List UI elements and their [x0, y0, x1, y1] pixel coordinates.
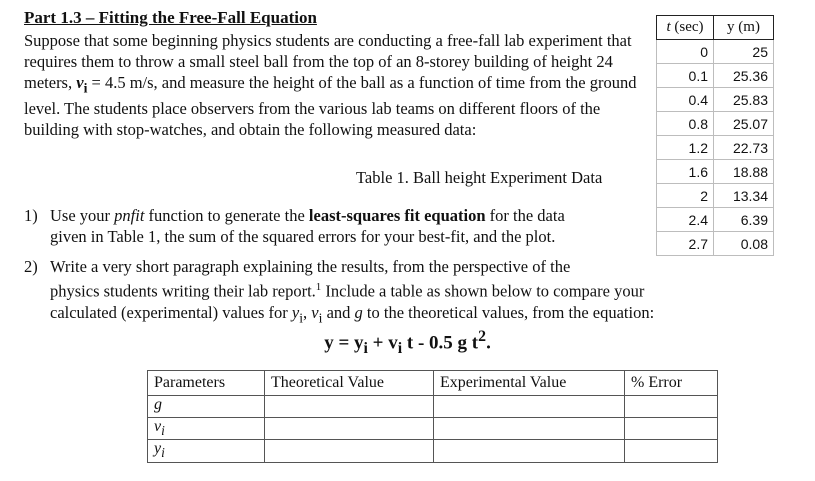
time-cell: 0: [657, 40, 714, 64]
table-row: [657, 64, 774, 88]
table-caption: Table 1. Ball height Experiment Data: [356, 168, 603, 187]
question-number: 1): [24, 206, 38, 225]
time-cell: 1.6: [657, 160, 714, 184]
data-table-header-row: [657, 16, 774, 40]
experimental-value-header: Experimental Value: [434, 371, 625, 396]
empty-cell: [434, 440, 625, 462]
question-2: 2) Write a very short paragraph explaining the results, from the perspective of the physics students writing their lab report.$^1$ Include a table as shown below to compare your calculated (experimental) values for $y_i$, $v_i$ and g to the theoretical values, from the equation:: [24, 257, 655, 325]
table-row: [657, 208, 774, 232]
time-cell: 2: [657, 184, 714, 208]
table-row: [148, 440, 718, 462]
param-table-header-row: [148, 371, 718, 396]
table-row: [657, 40, 774, 64]
free-fall-equation: $y = y_i + v_i$ t - 0.5 g $t^2$.: [324, 328, 491, 358]
table-row: [148, 418, 718, 440]
time-cell: 2.7: [657, 232, 714, 256]
empty-cell: [265, 440, 434, 462]
height-column-header: y (m): [714, 16, 774, 40]
empty-cell: [434, 418, 625, 440]
table-row: [657, 112, 774, 136]
time-cell: 0.4: [657, 88, 714, 112]
time-cell: 1.2: [657, 136, 714, 160]
height-cell: 0.08: [714, 232, 774, 256]
height-cell: 25.83: [714, 88, 774, 112]
empty-cell: [625, 396, 718, 418]
intro-paragraph: Suppose that some beginning physics students are conducting a free-fall lab experiment that requires them to throw a small steel ball from the top of an 8-storey building of height 24 meters, $v_i = 4.5$ m/s, and measure the height of the ball as a function of time from the ground level. The students place observers from the various lab teams on different floors of the building with stop-watches, and obtain the following measured data:: [24, 31, 637, 140]
table-row: [657, 232, 774, 256]
table-row: [657, 88, 774, 112]
theoretical-value-header: Theoretical Value: [265, 371, 434, 396]
height-cell: 25.36: [714, 64, 774, 88]
footnote-marker: 1: [315, 281, 322, 293]
time-cell: 0.1: [657, 64, 714, 88]
parameter-symbol: g: [148, 396, 265, 418]
time-column-header: t (sec): [657, 16, 714, 40]
empty-cell: [434, 396, 625, 418]
table-row: [657, 184, 774, 208]
empty-cell: [265, 418, 434, 440]
height-cell: 25: [714, 40, 774, 64]
parameters-comparison-table: [147, 370, 718, 463]
empty-cell: [265, 396, 434, 418]
height-cell: 18.88: [714, 160, 774, 184]
ball-height-data-table: [656, 15, 774, 256]
table-row: [657, 136, 774, 160]
table-row: [148, 396, 718, 418]
time-cell: 0.8: [657, 112, 714, 136]
empty-cell: [625, 440, 718, 462]
parameter-symbol: $v_i$: [148, 418, 265, 440]
parameters-header: Parameters: [148, 371, 265, 396]
height-cell: 13.34: [714, 184, 774, 208]
empty-cell: [625, 418, 718, 440]
question-number: 2): [24, 257, 38, 276]
parameter-symbol: $y_i$: [148, 440, 265, 462]
height-cell: 25.07: [714, 112, 774, 136]
table-row: [657, 160, 774, 184]
section-heading: Part 1.3 – Fitting the Free-Fall Equation: [24, 8, 317, 27]
percent-error-header: % Error: [625, 371, 718, 396]
height-cell: 22.73: [714, 136, 774, 160]
height-cell: 6.39: [714, 208, 774, 232]
time-cell: 2.4: [657, 208, 714, 232]
question-1: 1) Use your pnfit function to generate the least-squares fit equation for the data given in Table 1, the sum of the squared errors for your best-fit, and the plot.: [24, 206, 565, 246]
